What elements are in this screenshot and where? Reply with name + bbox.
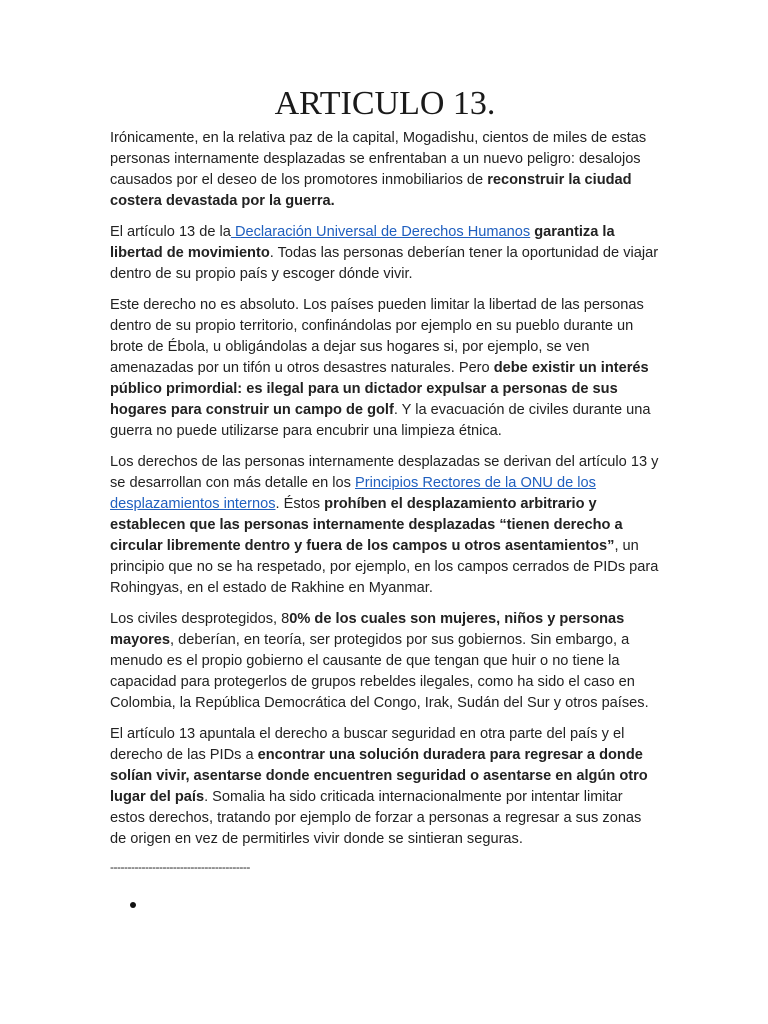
paragraph-text: . Somalia ha sido criticada internacionalmente por intentar limitar estos derechos, tratando por ejemplo de forzar a personas a regresar a sus zonas de origen en vez de permitirles vivir donde se sintieran seguras. (110, 789, 642, 847)
separator-line: ---------------------------------------- (110, 860, 250, 874)
paragraph-text: El artículo 13 apuntala el derecho a buscar seguridad en otra parte del país y el derecho de las PIDs a (110, 726, 625, 763)
paragraph-6 (110, 724, 660, 850)
paragraph-text: . Y la evacuación de civiles durante una guerra no puede utilizarse para encubrir una limpieza étnica. (110, 402, 651, 439)
paragraph-text: , un principio que no se ha respetado, por ejemplo, en los campos cerrados de PIDs para Rohingyas, en el estado de Rakhine en Myanmar. (110, 538, 659, 596)
bold-text: garantiza la libertad de movimiento (110, 224, 615, 261)
bold-text: encontrar una solución duradera para regresar a donde solían vivir, asentarse donde encuentren seguridad o asentarse en algún otro lugar del país (110, 747, 648, 805)
paragraph-2 (110, 222, 660, 285)
paragraph-text: . Éstos (275, 496, 325, 512)
un-guiding-principles-link[interactable]: Principios Rectores de la ONU de los desplazamientos internos (110, 475, 596, 512)
paragraph-4 (110, 452, 660, 599)
paragraph-5 (110, 609, 660, 714)
paragraph-text: , deberían, en teoría, ser protegidos por sus gobiernos. Sin embargo, a menudo es el propio gobierno el causante de que tengan que huir o no tiene la capacidad para protegerlos de grupos rebeldes ilegales, como ha sido el caso en Colombia, la República Democrática del Congo, Irak, Sudán del Sur y otros países. (110, 632, 649, 711)
paragraph-text: Los civiles desprotegidos, 8 (110, 611, 290, 627)
bold-text: 0% de los cuales son mujeres, niños y personas mayores (110, 611, 625, 648)
paragraph-text: Irónicamente, en la relativa paz de la capital, Mogadishu, cientos de miles de estas personas internamente desplazadas se enfrentaban a un nuevo peligro: desalojos causados por el deseo de los promotores inmobiliarios de (110, 130, 647, 188)
paragraph-3 (110, 295, 660, 442)
bullet-point (130, 902, 136, 908)
paragraph-text: . Todas las personas deberían tener la oportunidad de viajar dentro de su propio país y escoger dónde vivir. (110, 245, 659, 282)
paragraph-text: El artículo 13 de la (110, 224, 231, 240)
page-title: ARTICULO 13. (274, 85, 496, 122)
bold-text: prohíben el desplazamiento arbitrario y establecen que las personas internamente desplazadas “tienen derecho a circular libremente dentro y fuera de los campos u otros asentamientos” (110, 496, 623, 554)
bold-text: reconstruir la ciudad costera devastada por la guerra. (110, 172, 632, 209)
document-page (110, 82, 660, 874)
paragraph-text: Este derecho no es absoluto. Los países pueden limitar la libertad de las personas dentro de su propio territorio, confinándolas por ejemplo en su pueblo durante un brote de Ébola, u obligándolas a dejar sus hogares si, por ejemplo, se ven amenazadas por un tifón u otros desastres naturales. Pero (110, 297, 644, 376)
paragraph-text: Los derechos de las personas internamente desplazadas se derivan del artículo 13 y se desarrollan con más detalle en los (110, 454, 659, 491)
udhr-link[interactable]: Declaración Universal de Derechos Humanos (230, 224, 531, 240)
paragraph-1 (110, 128, 660, 212)
bold-text: debe existir un interés público primordial: es ilegal para un dictador expulsar a personas de sus hogares para construir un campo de golf (110, 360, 649, 418)
